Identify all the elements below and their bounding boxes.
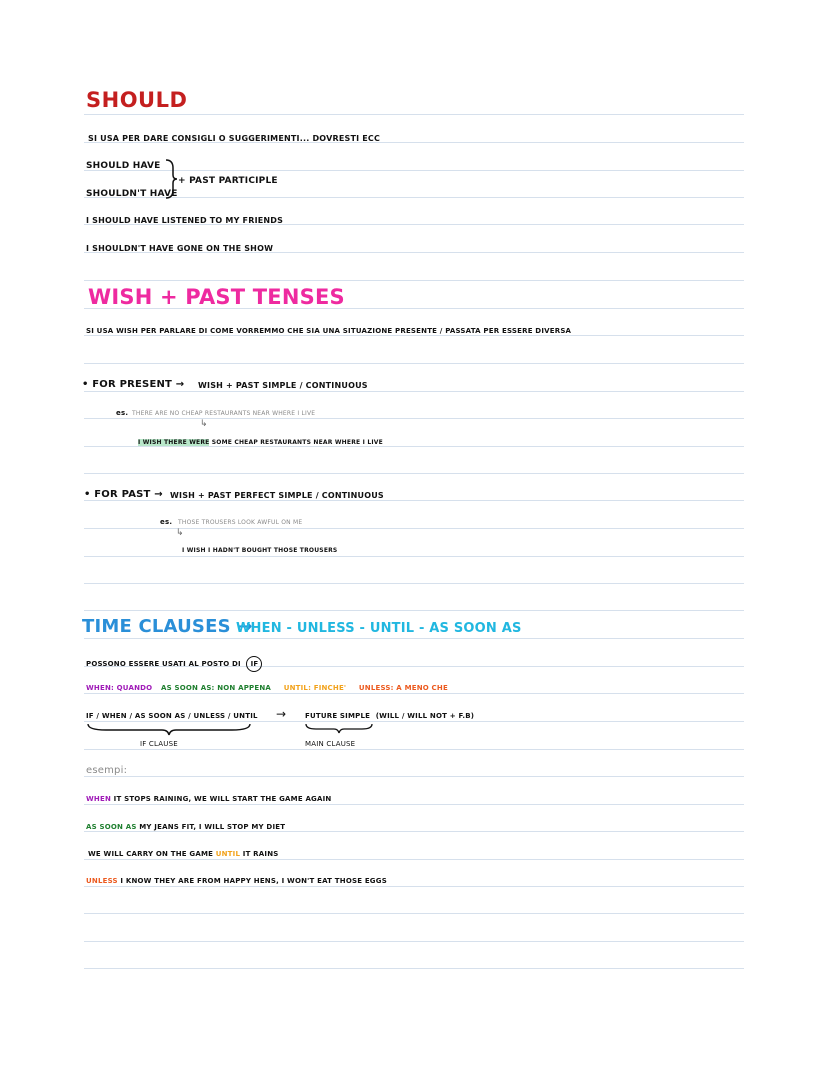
example-1-sentence: THERE ARE NO CHEAP RESTAURANTS NEAR WHERE I LIVE <box>132 410 316 417</box>
example-2-prefix: es. <box>160 518 173 526</box>
time-example-1-rest: IT STOPS RAINING, WE WILL START THE GAME AGAIN <box>113 795 332 803</box>
def-when: WHEN: QUANDO <box>86 684 153 692</box>
for-past-label: • FOR PAST → <box>84 489 163 500</box>
def-as-soon-as: AS SOON AS: NON APPENA <box>160 684 272 692</box>
time-clauses-title: TIME CLAUSES → <box>82 616 253 637</box>
as-soon-as-keyword: AS SOON AS <box>86 823 137 831</box>
time-example-2 <box>86 823 285 831</box>
underbrace-icon <box>86 722 252 736</box>
down-arrow-icon: ↳ <box>200 419 208 429</box>
time-example-2-rest: MY JEANS FIT, I WILL STOP MY DIET <box>139 823 286 831</box>
if-badge: IF <box>246 656 262 672</box>
time-intro-text: POSSONO ESSERE USATI AL POSTO DI <box>86 660 241 668</box>
should-example-1: I SHOULD HAVE LISTENED TO MY FRIENDS <box>86 216 284 225</box>
until-keyword: UNTIL <box>215 850 241 858</box>
example-1-answer <box>138 439 383 446</box>
unless-keyword: UNLESS <box>86 877 118 885</box>
def-until: UNTIL: FINCHE' <box>283 684 347 692</box>
when-keyword: WHEN <box>86 795 112 803</box>
time-example-3 <box>88 850 279 858</box>
for-present-label: • FOR PRESENT → <box>82 379 185 390</box>
time-example-1 <box>86 795 331 803</box>
example-2-answer: I WISH I HADN'T BOUGHT THOSE TROUSERS <box>182 547 338 554</box>
for-past-rule: WISH + PAST PERFECT SIMPLE / CONTINUOUS <box>170 491 384 500</box>
down-arrow-icon: ↳ <box>176 528 184 538</box>
wish-intro: SI USA WISH PER PARLARE DI COME VORREMMO CHE SIA UNA SITUAZIONE PRESENTE / PASSATA PER ESSERE DIVERSA <box>86 327 572 335</box>
highlighted-wish-phrase: I WISH THERE WERE <box>138 439 210 446</box>
time-intro <box>86 656 262 672</box>
should-form-2: SHOULDN'T HAVE <box>86 189 178 199</box>
time-example-3-post: IT RAINS <box>242 850 279 858</box>
time-clauses-subtitle: WHEN - UNLESS - UNTIL - AS SOON AS <box>236 621 522 636</box>
time-example-4-rest: I KNOW THEY ARE FROM HAPPY HENS, I WON'T EAT THOSE EGGS <box>120 877 387 885</box>
if-clause-label: IF CLAUSE <box>140 740 178 748</box>
right-arrow-icon: → <box>276 707 287 721</box>
esempi-label: esempi: <box>86 765 128 776</box>
main-clause-line <box>305 712 474 720</box>
past-participle-note: + PAST PARTICIPLE <box>178 176 278 186</box>
future-simple: FUTURE SIMPLE <box>305 712 371 720</box>
should-title: SHOULD <box>86 88 188 112</box>
wish-title: WISH + PAST TENSES <box>88 285 345 309</box>
example-1-prefix: es. <box>116 409 129 417</box>
time-example-4 <box>86 877 387 885</box>
definitions-line <box>86 684 448 692</box>
should-intro: SI USA PER DARE CONSIGLI O SUGGERIMENTI... DOVRESTI ECC <box>88 134 381 143</box>
if-clause-line: IF / WHEN / AS SOON AS / UNLESS / UNTIL <box>86 712 258 720</box>
underbrace-icon <box>304 722 374 734</box>
example-1-answer-rest: SOME CHEAP RESTAURANTS NEAR WHERE I LIVE <box>211 439 383 446</box>
curly-brace-icon <box>164 158 178 200</box>
should-form-1: SHOULD HAVE <box>86 161 161 171</box>
should-example-2: I SHOULDN'T HAVE GONE ON THE SHOW <box>86 244 274 253</box>
example-2-sentence: THOSE TROUSERS LOOK AWFUL ON ME <box>178 519 303 526</box>
main-clause-label: MAIN CLAUSE <box>305 740 356 748</box>
for-present-rule: WISH + PAST SIMPLE / CONTINUOUS <box>198 381 368 390</box>
def-unless: UNLESS: A MENO CHE <box>358 684 448 692</box>
future-simple-note: (WILL / WILL NOT + F.B) <box>375 712 475 720</box>
time-example-3-pre: WE WILL CARRY ON THE GAME <box>88 850 214 858</box>
